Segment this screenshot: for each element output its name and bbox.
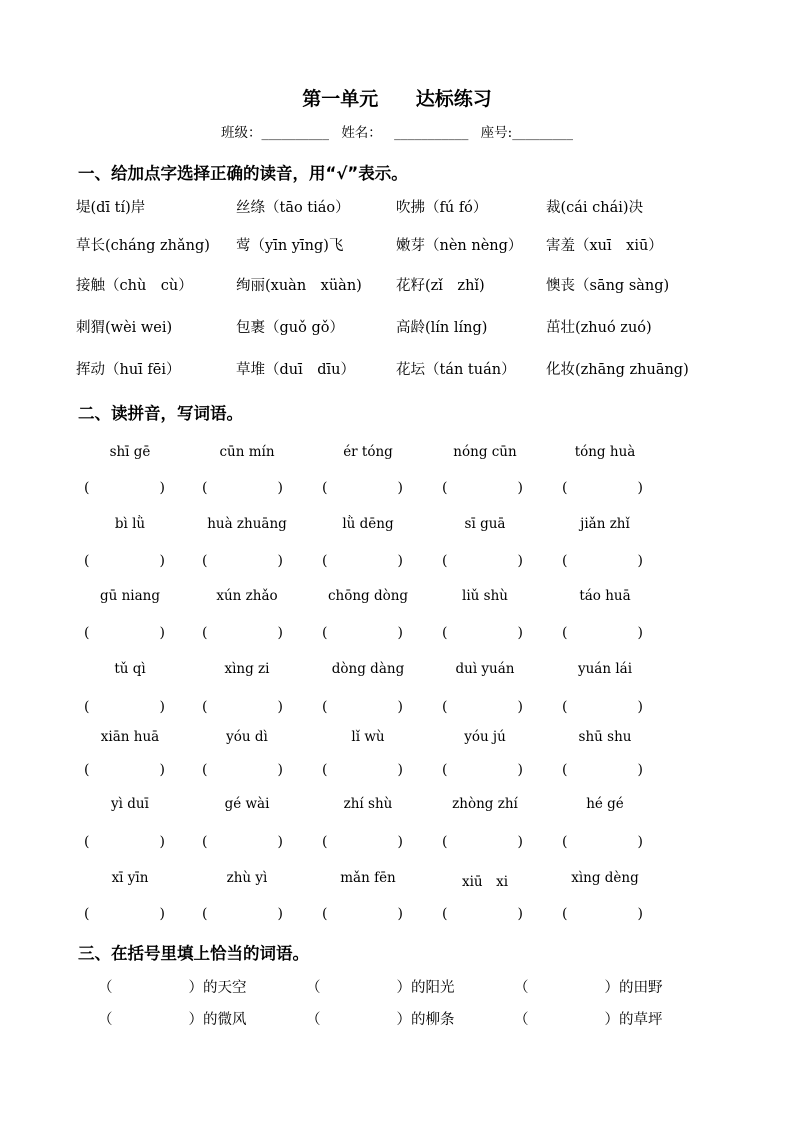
section-2-heading: 二、读拼音，写词语。 xyxy=(78,404,243,423)
pinyin-prompt: sī guā xyxy=(464,516,506,532)
name-field: ___________ xyxy=(394,125,469,141)
answer-bracket[interactable]: ( ) xyxy=(562,625,643,641)
close-paren: ） xyxy=(396,1012,411,1028)
phrase-text: 的天空 xyxy=(203,980,247,996)
answer-bracket[interactable]: ( ) xyxy=(202,480,283,496)
pronunciation-item: 高龄(lín líng) xyxy=(396,320,488,336)
answer-bracket[interactable]: ( ) xyxy=(442,480,523,496)
answer-bracket[interactable]: ( ) xyxy=(562,906,643,922)
pinyin-prompt: xìng zi xyxy=(224,661,270,677)
answer-bracket[interactable]: ( ) xyxy=(322,553,403,569)
answer-bracket[interactable]: ( ) xyxy=(562,480,643,496)
close-paren: ） xyxy=(604,980,619,996)
answer-bracket[interactable]: ( ) xyxy=(84,906,165,922)
phrase-text: 的田野 xyxy=(619,980,663,996)
close-paren: ） xyxy=(188,980,203,996)
answer-bracket[interactable]: ( ) xyxy=(562,834,643,850)
pinyin-prompt: yóu jú xyxy=(464,729,506,745)
pronunciation-item: 茁壮(zhuó zuó) xyxy=(546,320,652,336)
open-paren: （ xyxy=(98,1012,113,1028)
pronunciation-item: 包裹（guǒ gǒ） xyxy=(236,320,344,336)
open-paren: （ xyxy=(306,980,321,996)
close-paren: ） xyxy=(396,980,411,996)
phrase-text: 的微风 xyxy=(203,1012,247,1028)
pronunciation-item: 接触（chù cù） xyxy=(76,278,193,294)
answer-bracket[interactable]: ( ) xyxy=(322,699,403,715)
open-paren: （ xyxy=(514,1012,529,1028)
answer-bracket[interactable]: ( ) xyxy=(322,834,403,850)
pinyin-prompt: jiǎn zhǐ xyxy=(580,516,630,532)
seat-field: 座号:_________ xyxy=(480,125,573,141)
pronunciation-item: 懊丧（sāng sàng) xyxy=(546,278,670,294)
pronunciation-item: 嫩芽（nèn nèng） xyxy=(396,238,523,254)
answer-bracket[interactable]: ( ) xyxy=(202,762,283,778)
pinyin-prompt: chōng dòng xyxy=(327,588,409,604)
answer-bracket[interactable]: ( ) xyxy=(202,699,283,715)
fill-in-item[interactable] xyxy=(514,976,663,997)
phrase-text: 的柳条 xyxy=(411,1012,455,1028)
fill-in-item[interactable] xyxy=(514,1008,663,1029)
fill-in-item[interactable] xyxy=(306,1008,455,1029)
phrase-text: 的草坪 xyxy=(619,1012,663,1028)
pinyin-prompt: yì duī xyxy=(111,796,149,812)
answer-bracket[interactable]: ( ) xyxy=(442,699,523,715)
answer-bracket[interactable]: ( ) xyxy=(322,480,403,496)
pronunciation-item: 草长(cháng zhǎng) xyxy=(76,238,210,254)
pronunciation-item: 丝绦（tāo tiáo） xyxy=(236,200,350,216)
phrase-text: 的阳光 xyxy=(411,980,455,996)
answer-bracket[interactable]: ( ) xyxy=(562,553,643,569)
answer-bracket[interactable]: ( ) xyxy=(84,834,165,850)
answer-bracket[interactable]: ( ) xyxy=(202,625,283,641)
pinyin-prompt: gé wài xyxy=(224,796,270,812)
pinyin-prompt: duì yuán xyxy=(455,661,515,677)
answer-bracket[interactable]: ( ) xyxy=(84,625,165,641)
pronunciation-item: 花籽(zǐ zhǐ) xyxy=(396,278,485,294)
pinyin-prompt: yuán lái xyxy=(577,661,633,677)
pinyin-prompt: bì lǜ xyxy=(114,516,146,532)
answer-bracket[interactable]: ( ) xyxy=(442,762,523,778)
answer-bracket[interactable]: ( ) xyxy=(322,906,403,922)
pinyin-prompt: lǐ wù xyxy=(351,729,385,745)
pinyin-prompt: gū niang xyxy=(99,588,161,604)
answer-bracket[interactable]: ( ) xyxy=(84,699,165,715)
pinyin-prompt: zhòng zhí xyxy=(452,796,518,812)
fill-in-item[interactable] xyxy=(98,976,247,997)
name-label: 姓名： xyxy=(341,125,382,141)
pinyin-prompt: shū shu xyxy=(578,729,632,745)
pinyin-prompt: tǔ qì xyxy=(114,661,146,677)
answer-bracket[interactable]: ( ) xyxy=(202,834,283,850)
answer-bracket[interactable]: ( ) xyxy=(442,625,523,641)
pronunciation-item: 花坛（tán tuán） xyxy=(396,362,516,378)
pinyin-prompt: xìng dèng xyxy=(571,870,639,886)
pinyin-prompt: xún zhǎo xyxy=(216,588,278,604)
pronunciation-item: 裁(cái chái)决 xyxy=(546,200,644,216)
answer-bracket[interactable]: ( ) xyxy=(562,762,643,778)
pinyin-prompt: zhù yì xyxy=(226,870,268,886)
pronunciation-item: 堤(dī tí)岸 xyxy=(76,200,146,216)
pronunciation-item: 草堆（duī dīu） xyxy=(236,362,356,378)
answer-bracket[interactable]: ( ) xyxy=(442,834,523,850)
answer-bracket[interactable]: ( ) xyxy=(202,906,283,922)
answer-bracket[interactable]: ( ) xyxy=(562,699,643,715)
pinyin-prompt: lǜ dēng xyxy=(342,516,394,532)
page-title: 第一单元 达标练习 xyxy=(302,88,492,110)
pinyin-prompt: ér tóng xyxy=(343,444,393,460)
pronunciation-item: 挥动（huī fēi） xyxy=(76,362,181,378)
answer-bracket[interactable]: ( ) xyxy=(84,480,165,496)
close-paren: ） xyxy=(604,1012,619,1028)
pinyin-prompt: xī yīn xyxy=(111,870,149,886)
answer-bracket[interactable]: ( ) xyxy=(442,906,523,922)
answer-bracket[interactable]: ( ) xyxy=(322,625,403,641)
answer-bracket[interactable]: ( ) xyxy=(202,553,283,569)
pronunciation-item: 刺猬(wèi wei) xyxy=(76,320,173,336)
pinyin-prompt: táo huā xyxy=(579,588,631,604)
pronunciation-item: 吹拂（fú fó） xyxy=(396,200,488,216)
open-paren: （ xyxy=(514,980,529,996)
pinyin-prompt: huà zhuāng xyxy=(207,516,287,532)
section-3-heading: 三、在括号里填上恰当的词语。 xyxy=(78,944,309,963)
pronunciation-item: 害羞（xuī xiū） xyxy=(546,238,663,254)
pinyin-prompt: tóng huà xyxy=(574,444,636,460)
pronunciation-item: 绚丽(xuàn xüàn) xyxy=(236,278,362,294)
pinyin-prompt: cūn mín xyxy=(219,444,275,460)
open-paren: （ xyxy=(306,1012,321,1028)
answer-bracket[interactable]: ( ) xyxy=(322,762,403,778)
close-paren: ） xyxy=(188,1012,203,1028)
open-paren: （ xyxy=(98,980,113,996)
pinyin-prompt: xiū xi xyxy=(461,874,509,890)
pinyin-prompt: dòng dàng xyxy=(331,661,405,677)
student-info-line xyxy=(0,121,794,141)
answer-bracket[interactable]: ( ) xyxy=(84,553,165,569)
answer-bracket[interactable]: ( ) xyxy=(84,762,165,778)
pinyin-prompt: zhí shù xyxy=(343,796,393,812)
pronunciation-item: 化妆(zhāng zhuāng) xyxy=(546,362,689,378)
pinyin-prompt: mǎn fēn xyxy=(340,870,396,886)
section-1-heading: 一、给加点字选择正确的读音，用“√”表示。 xyxy=(78,164,408,183)
pinyin-prompt: xiān huā xyxy=(100,729,160,745)
answer-bracket[interactable]: ( ) xyxy=(442,553,523,569)
pinyin-prompt: nóng cūn xyxy=(453,444,517,460)
class-field: 班级：__________ xyxy=(221,125,330,141)
fill-in-item[interactable] xyxy=(98,1008,247,1029)
pronunciation-item: 莺（yīn yīng)飞 xyxy=(236,238,344,254)
pinyin-prompt: hé gé xyxy=(586,796,624,812)
fill-in-item[interactable] xyxy=(306,976,455,997)
pinyin-prompt: shī gē xyxy=(109,444,151,460)
pinyin-prompt: yóu dì xyxy=(226,729,268,745)
pinyin-prompt: liǔ shù xyxy=(462,588,508,604)
